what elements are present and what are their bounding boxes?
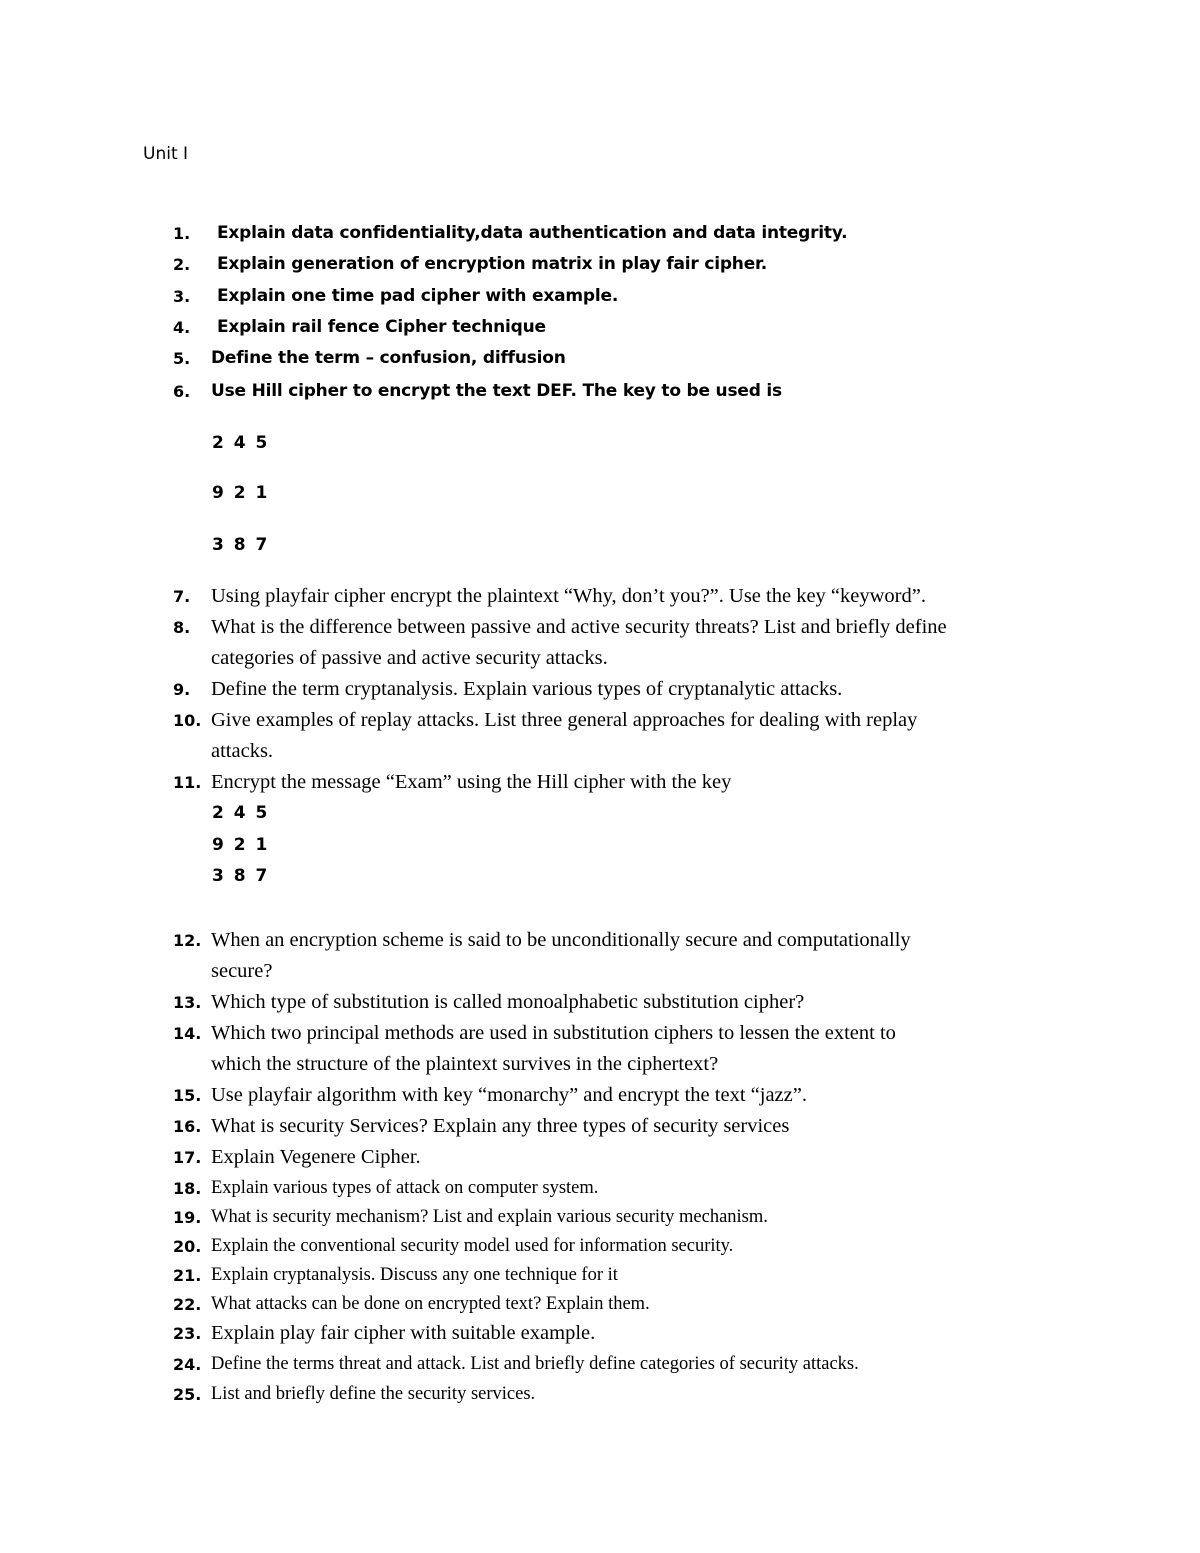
question-number: 11. [173, 773, 202, 792]
question-number: 9. [173, 680, 191, 699]
question-text: Explain data confidentiality,data authentication and data integrity. [217, 223, 848, 243]
question-text: Explain cryptanalysis. Discuss any one technique for it [211, 1265, 618, 1285]
question-number: 8. [173, 618, 191, 637]
question-number: 6. [173, 382, 191, 401]
question-number: 21. [173, 1266, 202, 1285]
question-text: Explain the conventional security model used for information security. [211, 1236, 734, 1256]
question-text-line: secure? [211, 960, 273, 982]
question-number: 1. [173, 224, 191, 243]
question-text: What is security mechanism? List and explain various security mechanism. [211, 1207, 768, 1227]
question-number: 2. [173, 255, 191, 274]
question-text-line: Which two principal methods are used in substitution ciphers to lessen the extent to [211, 1022, 896, 1044]
question-number: 10. [173, 711, 202, 730]
question-text: Define the term cryptanalysis. Explain various types of cryptanalytic attacks. [211, 678, 843, 700]
question-text: Which type of substitution is called monoalphabetic substitution cipher? [211, 991, 805, 1013]
question-number: 16. [173, 1117, 202, 1136]
question-number: 14. [173, 1024, 202, 1043]
question-number: 5. [173, 349, 191, 368]
question-number: 3. [173, 287, 191, 306]
question-text: Use Hill cipher to encrypt the text DEF. The key to be used is [211, 381, 782, 401]
question-number: 18. [173, 1179, 202, 1198]
question-text: Explain play fair cipher with suitable example. [211, 1322, 596, 1344]
question-number: 12. [173, 931, 202, 950]
question-text: Define the term – confusion, diffusion [211, 348, 566, 368]
question-text: Explain rail fence Cipher technique [217, 317, 546, 337]
question-text: Explain generation of encryption matrix in play fair cipher. [217, 254, 768, 274]
question-text: Explain various types of attack on computer system. [211, 1178, 599, 1198]
question-number: 15. [173, 1086, 202, 1105]
question-text: What attacks can be done on encrypted text? Explain them. [211, 1294, 650, 1314]
question-text-line: which the structure of the plaintext survives in the ciphertext? [211, 1053, 719, 1075]
question-number: 20. [173, 1237, 202, 1256]
question-number: 19. [173, 1208, 202, 1227]
question-text: Encrypt the message “Exam” using the Hill cipher with the key [211, 771, 732, 793]
question-text: Explain Vegenere Cipher. [211, 1146, 421, 1168]
question-text: Explain one time pad cipher with example. [217, 286, 619, 306]
question-number: 13. [173, 993, 202, 1012]
key-matrix-row: 3 8 7 [212, 866, 270, 886]
question-number: 22. [173, 1295, 202, 1314]
question-text: What is security Services? Explain any three types of security services [211, 1115, 790, 1137]
key-matrix-row: 3 8 7 [212, 535, 270, 555]
question-number: 7. [173, 587, 191, 606]
question-number: 24. [173, 1355, 202, 1374]
question-number: 23. [173, 1324, 202, 1343]
key-matrix-row: 9 2 1 [212, 483, 270, 503]
question-number: 4. [173, 318, 191, 337]
key-matrix-row: 2 4 5 [212, 433, 270, 453]
question-text: List and briefly define the security services. [211, 1384, 536, 1404]
unit-heading: Unit I [143, 144, 189, 164]
question-text-line: When an encryption scheme is said to be unconditionally secure and computationally [211, 929, 911, 951]
key-matrix-row: 2 4 5 [212, 803, 270, 823]
question-text: Use playfair algorithm with key “monarchy” and encrypt the text “jazz”. [211, 1084, 807, 1106]
question-text-line: What is the difference between passive and active security threats? List and briefly define [211, 616, 947, 638]
question-text-line: Give examples of replay attacks. List three general approaches for dealing with replay [211, 709, 918, 731]
question-text: Using playfair cipher encrypt the plaintext “Why, don’t you?”. Use the key “keyword”. [211, 585, 926, 607]
question-number: 25. [173, 1385, 202, 1404]
question-text: Define the terms threat and attack. List and briefly define categories of security attacks. [211, 1354, 859, 1374]
question-text-line: categories of passive and active security attacks. [211, 647, 608, 669]
question-number: 17. [173, 1148, 202, 1167]
question-text-line: attacks. [211, 740, 274, 762]
key-matrix-row: 9 2 1 [212, 835, 270, 855]
